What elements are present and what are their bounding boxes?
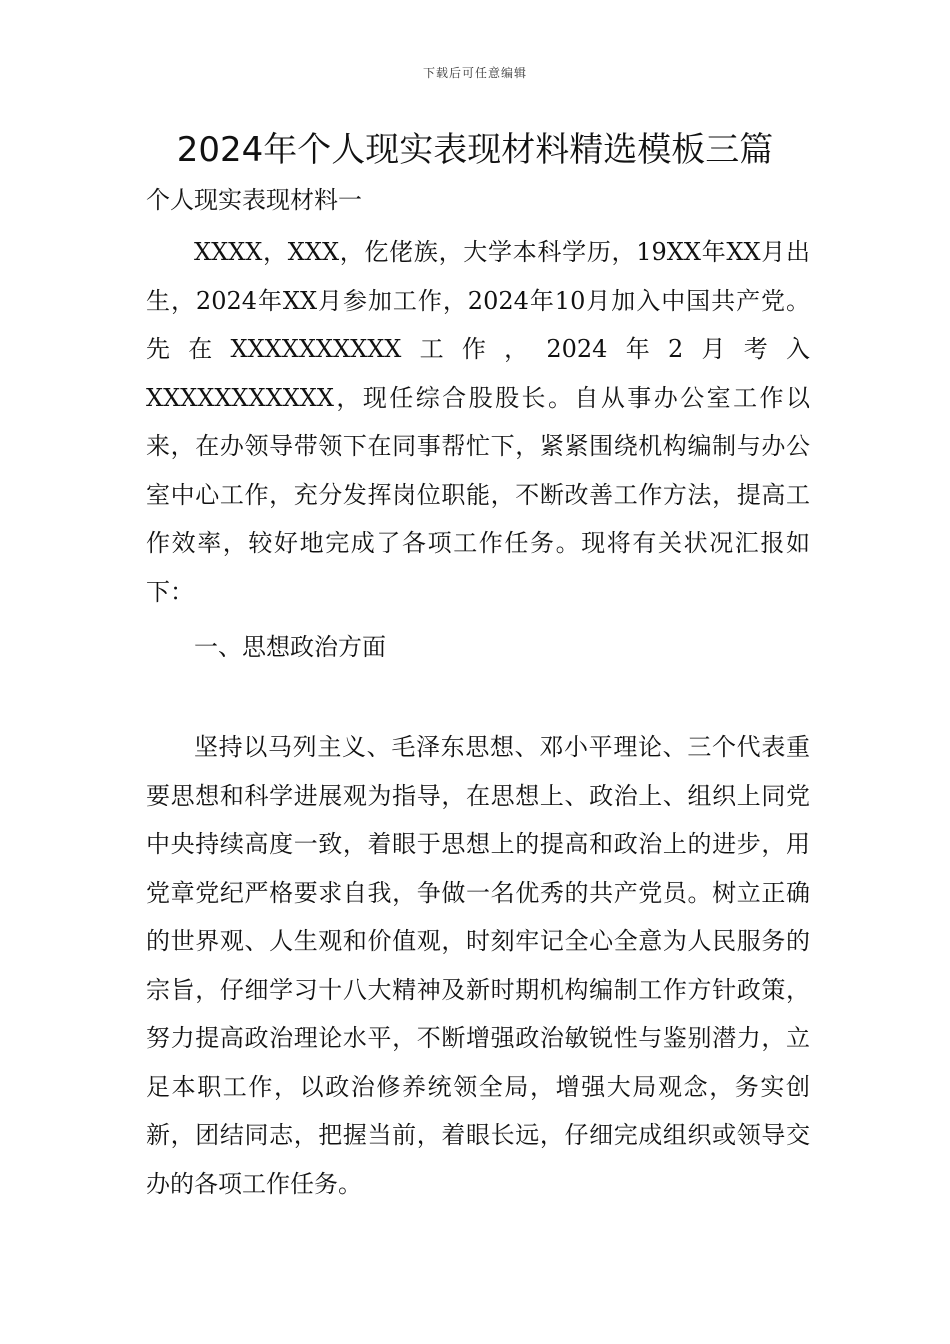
intro-paragraph: XXXX，XXX，仡佬族，大学本科学历，19XX年XX月出生，2024年XX月参加工作，2024年10月加入中国共产党。先在XXXXXXXXXX工作，2024年2月考入XXXXXXXXXXX，现任综合股股长。自从事办公室工作以来，在办领导带领下在同事帮忙下，紧紧围绕机构编制与办公室中心工作，充分发挥岗位职能，不断改善工作方法，提高工作效率，较好地完成了各项工作任务。现将有关状况汇报如下： bbox=[146, 238, 810, 606]
section-paragraph: 坚持以马列主义、毛泽东思想、邓小平理论、三个代表重要思想和科学进展观为指导，在思想上、政治上、组织上同党中央持续高度一致，着眼于思想上的提高和政治上的进步，用党章党纪严格要求自我，争做一名优秀的共产党员。树立正确的世界观、人生观和价值观，时刻牢记全心全意为人民服务的宗旨，仔细学习十八大精神及新时期机构编制工作方针政策，努力提高政治理论水平，不断增强政治敏锐性与鉴别潜力，立足本职工作，以政治修养统领全局，增强大局观念，务实创新，团结同志，把握当前，着眼长远，仔细完成组织或领导交办的各项工作任务。 bbox=[146, 733, 810, 1198]
document-title: 2024年个人现实表现材料精选模板三篇 bbox=[176, 130, 774, 170]
header-note: 下载后可任意编辑 bbox=[422, 66, 527, 80]
section-heading: 一、思想政治方面 bbox=[194, 633, 386, 661]
section-subtitle: 个人现实表现材料一 bbox=[146, 186, 362, 214]
